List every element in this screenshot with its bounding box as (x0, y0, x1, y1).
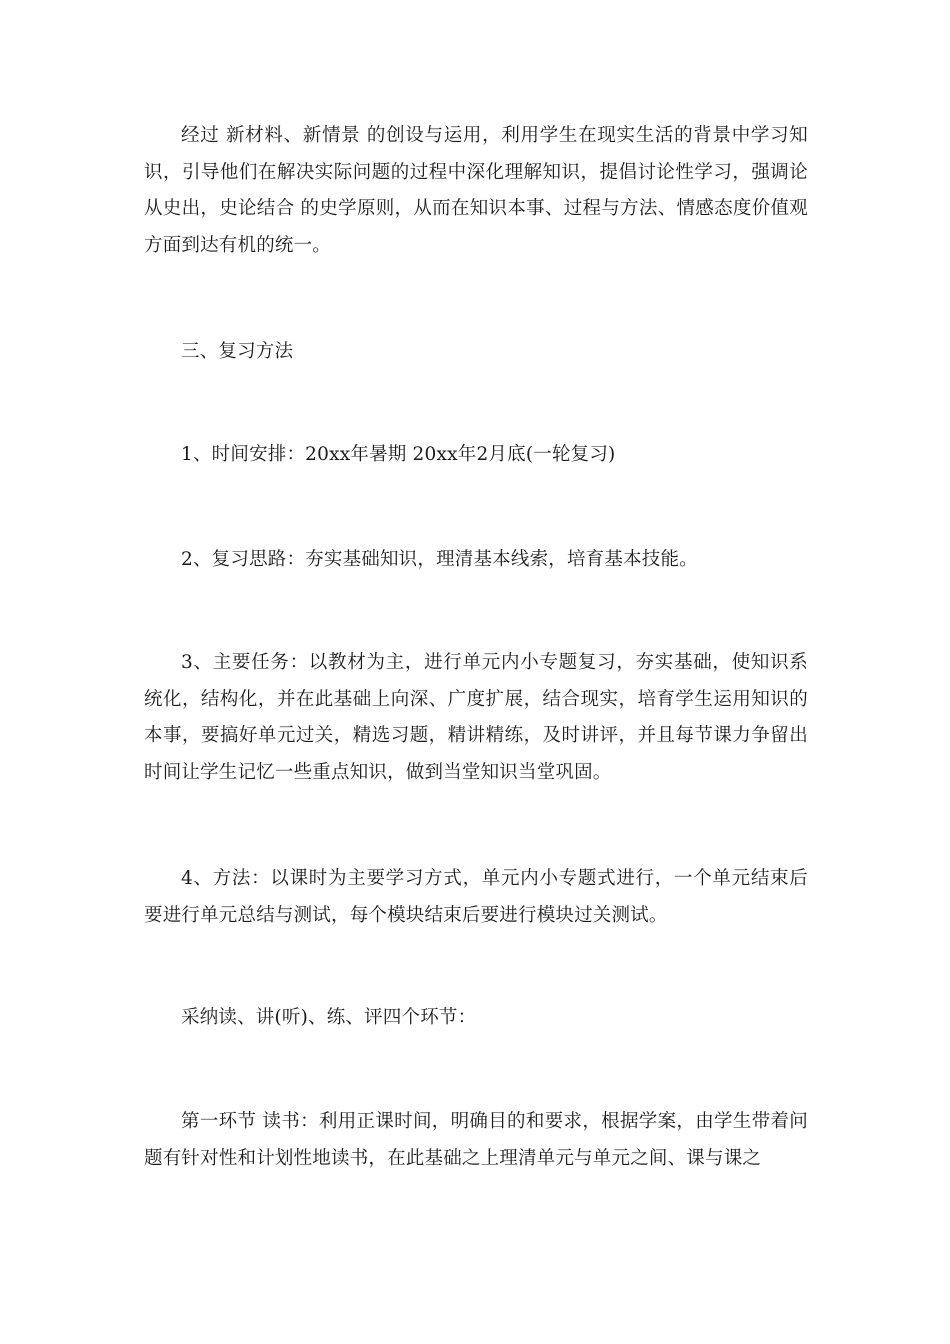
paragraph-methods: 4、方法：以课时为主要学习方式，单元内小专题式进行，一个单元结束后要进行单元总结与测试，每个模块结束后要进行模块过关测试。 (144, 868, 808, 926)
paragraph-four-stages: 采纳读、讲(听)、练、评四个环节： (181, 1007, 477, 1028)
paragraph-schedule: 1、时间安排：20xx年暑期 20xx年2月底(一轮复习) (181, 444, 616, 465)
paragraph-stage-one-reading: 第一环节 读书：利用正课时间，明确目的和要求，根据学案，由学生带着问题有针对性和计划性地读书，在此基础之上理清单元与单元之间、课与课之 (144, 1111, 808, 1169)
paragraph-main-tasks: 3、主要任务：以教材为主，进行单元内小专题复习，夯实基础，使知识系统化，结构化，并在此基础上向深、广度扩展，结合现实，培育学生运用知识的本事，要搞好单元过关，精选习题，精讲精练，及时讲评，并且每节课力争留出时间让学生记忆一些重点知识，做到当堂知识当堂巩固。 (144, 652, 808, 783)
paragraph-intro: 经过 新材料、新情景 的创设与运用，利用学生在现实生活的背景中学习知识，引导他们在解决实际问题的过程中深化理解知识，提倡讨论性学习，强调论从史出，史论结合 的史学原则，从而在知识本事、过程与方法、情感态度价值观方面到达有机的统一。 (144, 125, 808, 256)
paragraph-review-approach: 2、复习思路：夯实基础知识，理清基本线索，培育基本技能。 (181, 549, 698, 570)
section-heading-review-methods: 三、复习方法 (181, 341, 294, 362)
